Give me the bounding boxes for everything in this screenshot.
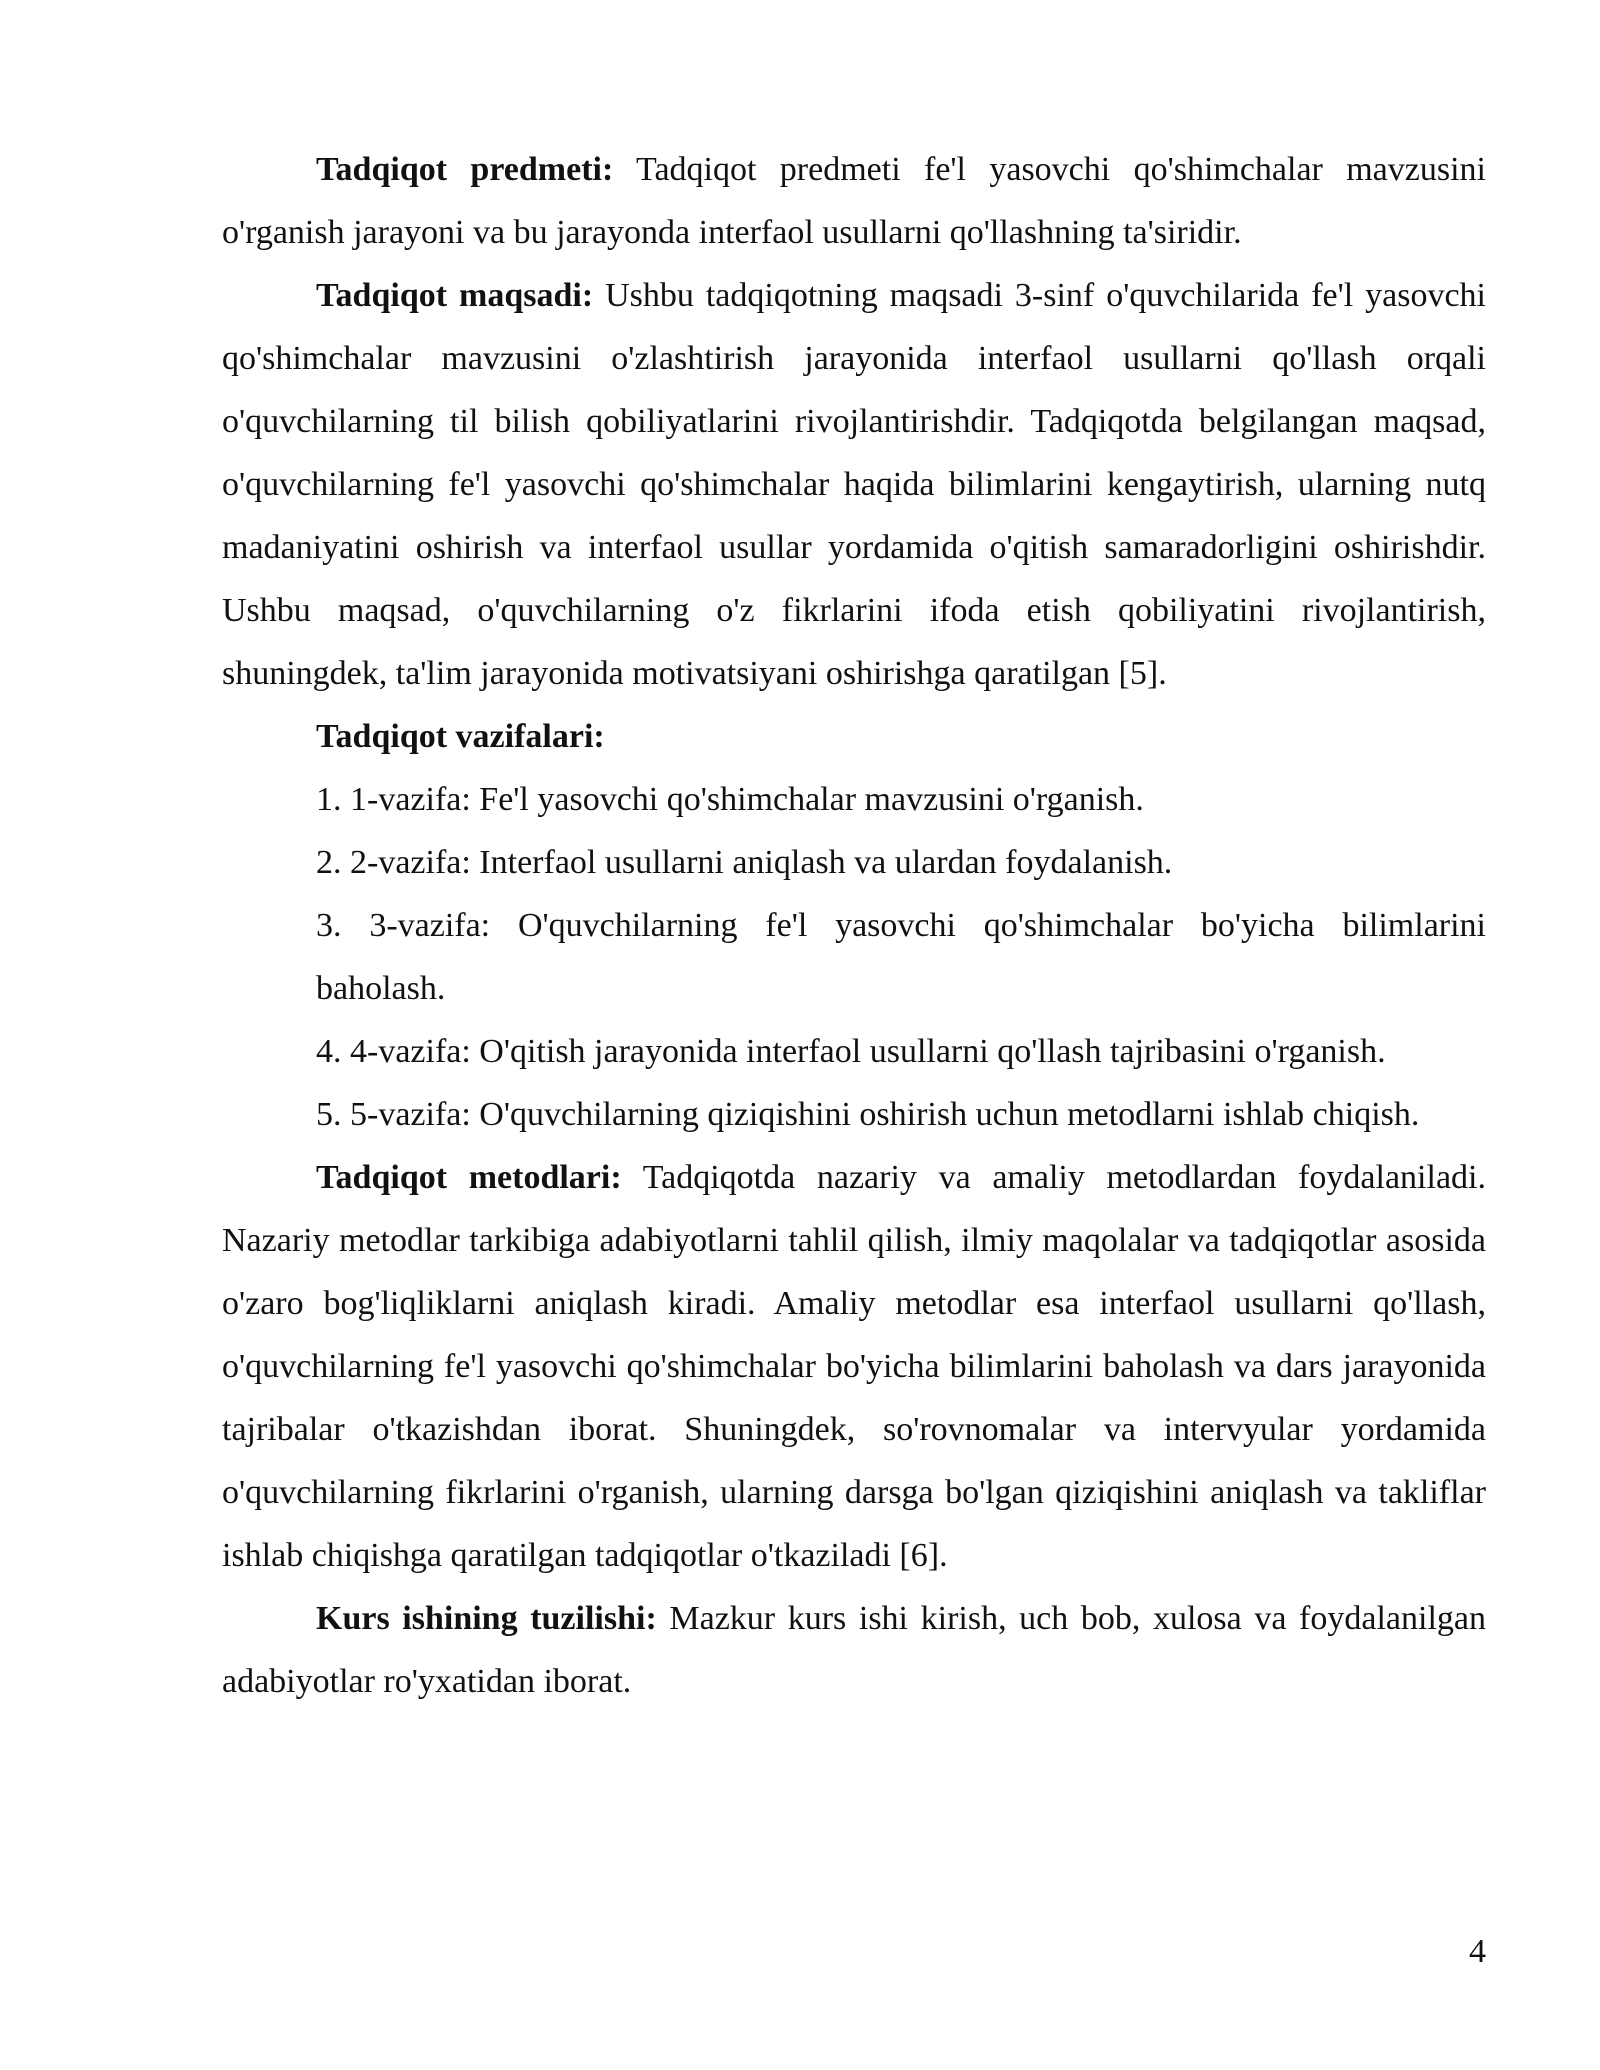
text-tadqiqot-metodlari: Tadqiqotda nazariy va amaliy metodlardan foydalaniladi. Nazariy metodlar tarkibiga adabiyotlarni tahlil qilish, ilmiy maqolalar va tadqiqotlar asosida o'zaro bog'liqliklarni aniqlash kiradi. Amaliy metodlar esa interfaol usullarni qo'llash, o'quvchilarning fe'l yasovchi qo'shimchalar bo'yicha bilimlarini baholash va dars jarayonida tajribalar o'tkazishdan iborat. Shuningdek, so'rovnomalar va intervyular yordamida o'quvchilarning fikrlarini o'rganish, ularning darsga bo'lgan qiziqishini aniqlash va takliflar ishlab chiqishga qaratilgan tadqiqotlar o'tkaziladi [6]. xyxy=(222,1159,1486,1574)
heading-tadqiqot-maqsadi: Tadqiqot maqsadi: xyxy=(316,277,594,314)
heading-tadqiqot-metodlari: Tadqiqot metodlari: xyxy=(316,1159,622,1196)
heading-tadqiqot-predmeti: Tadqiqot predmeti: xyxy=(316,151,614,188)
text-tadqiqot-predmeti: Tadqiqot predmeti fe'l yasovchi qo'shimchalar mavzusini o'rganish jarayoni va bu jarayonda interfaol usullarni qo'llashning ta'siridir. xyxy=(222,151,1486,251)
text-kurs-ishining-tuzilishi: Mazkur kurs ishi kirish, uch bob, xulosa va foydalanilgan adabiyotlar ro'yxatidan iborat. xyxy=(222,1600,1486,1700)
list-item-vazifa-3: 3. 3-vazifa: O'quvchilarning fe'l yasovchi qo'shimchalar bo'yicha bilimlarini baholash. xyxy=(316,907,1486,1007)
paragraph-tadqiqot-predmeti xyxy=(222,138,1486,264)
page-number: 4 xyxy=(1469,1933,1486,1970)
list-item-vazifa-5: 5. 5-vazifa: O'quvchilarning qiziqishini oshirish uchun metodlarni ishlab chiqish. xyxy=(316,1096,1420,1133)
list-item-vazifa-4: 4. 4-vazifa: O'qitish jarayonida interfaol usullarni qo'llash tajribasini o'rganish. xyxy=(316,1033,1386,1070)
heading-kurs-ishining-tuzilishi: Kurs ishining tuzilishi: xyxy=(316,1600,657,1637)
list-item-vazifa-2: 2. 2-vazifa: Interfaol usullarni aniqlash va ulardan foydalanish. xyxy=(316,844,1173,881)
paragraph-tadqiqot-metodlari xyxy=(222,1146,1486,1587)
heading-tadqiqot-vazifalari: Tadqiqot vazifalari: xyxy=(316,718,605,755)
paragraph-tadqiqot-maqsadi xyxy=(222,264,1486,705)
paragraph-kurs-ishining-tuzilishi xyxy=(222,1587,1486,1713)
list-item-vazifa-1: 1. 1-vazifa: Fe'l yasovchi qo'shimchalar mavzusini o'rganish. xyxy=(316,781,1144,818)
text-tadqiqot-maqsadi: Ushbu tadqiqotning maqsadi 3-sinf o'quvchilarida fe'l yasovchi qo'shimchalar mavzusini o'zlashtirish jarayonida interfaol usullarni qo'llash orqali o'quvchilarning til bilish qobiliyatlarini rivojlantirishdir. Tadqiqotda belgilangan maqsad, o'quvchilarning fe'l yasovchi qo'shimchalar haqida bilimlarini kengaytirish, ularning nutq madaniyatini oshirish va interfaol usullar yordamida o'qitish samaradorligini oshirishdir. Ushbu maqsad, o'quvchilarning o'z fikrlarini ifoda etish qobiliyatini rivojlantirish, shuningdek, ta'lim jarayonida motivatsiyani oshirishga qaratilgan [5]. xyxy=(222,277,1486,692)
page-body xyxy=(222,138,1486,1713)
